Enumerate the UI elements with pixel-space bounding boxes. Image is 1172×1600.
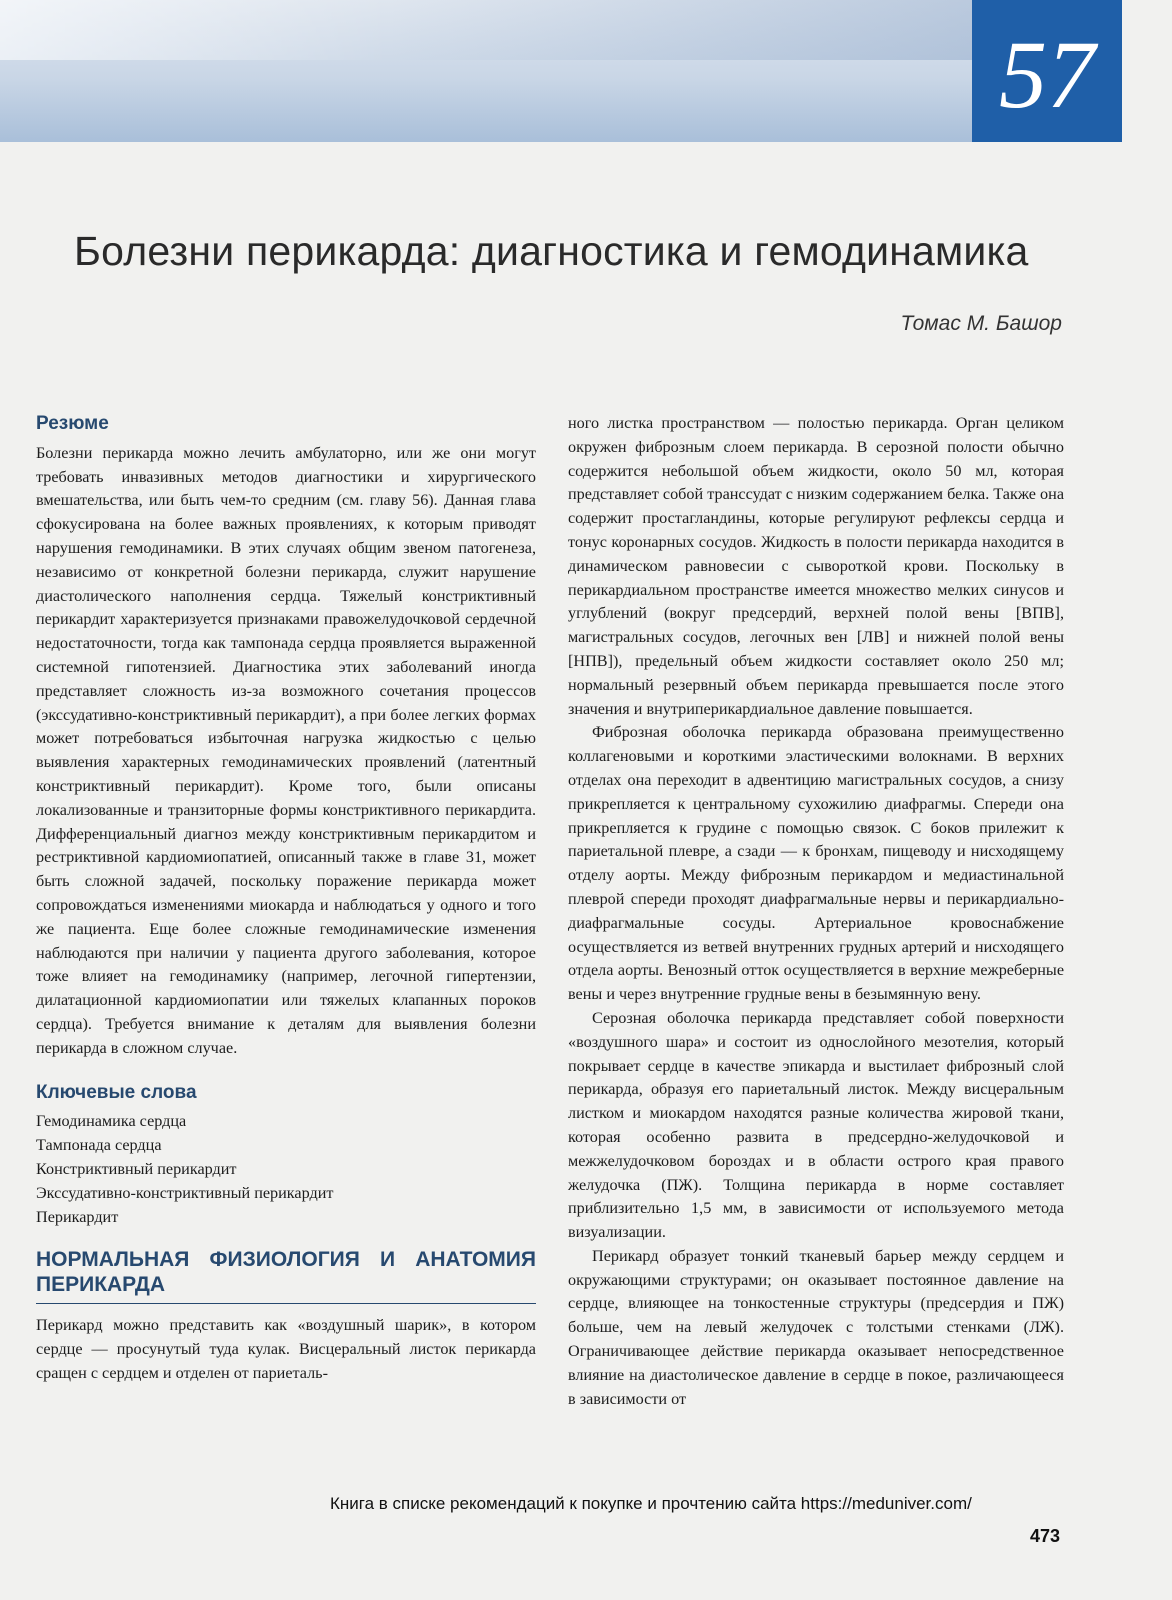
section-heading-physiology: НОРМАЛЬНАЯ ФИЗИОЛОГИЯ И АНАТОМИЯ ПЕРИКАРДА	[36, 1247, 536, 1304]
section-text: Перикард можно представить как «воздушный шарик», в котором сердце — просунутый туда кулак. Висцеральный листок перикарда сращен с сердцем и отделен от париеталь-	[36, 1316, 536, 1382]
keyword-item: Перикардит	[36, 1207, 119, 1226]
right-column	[568, 412, 1064, 1411]
summary-heading: Резюме	[36, 413, 109, 434]
chapter-number: 57	[999, 21, 1095, 128]
keyword-item: Гемодинамика сердца	[36, 1112, 187, 1131]
chapter-header-band	[0, 0, 972, 142]
keywords-heading: Ключевые слова	[36, 1081, 197, 1103]
paragraph: ного листка пространством — полостью перикарда. Орган целиком окружен фиброзным слоем перикарда. В серозной полости обычно содержится небольшой объем жидкости, около 50 мл, которая представляет собой транссудат с низким содержанием белка. Также она содержит простагландины, которые регулируют рефлексы сердца и тонус коронарных сосудов. Жидкость в полости перикарда находится в динамическом равновесии с сывороткой крови. Поскольку в перикардиальном пространстве имеется множество мелких синусов и углублений (вокруг предсердий, верхней полой вены [ВПВ], магистральных сосудов, легочных вен [ЛВ] и нижней полой вены [НПВ]), предельный объем жидкости составляет около 250 мл; нормальный резервный объем перикарда превышается после этого значения и внутриперикардиальное давление повышается.	[568, 414, 1064, 718]
paragraph: Фиброзная оболочка перикарда образована преимущественно коллагеновыми и короткими эластическими волокнами. В верхних отделах она переходит в адвентицию магистральных сосудов, а снизу прикрепляется к центральному сухожилию диафрагмы. Спереди она прикрепляется к грудине с помощью связок. С боков прилежит к париетальной плевре, а сзади — к бронхам, пищеводу и нисходящему отделу аорты. Между фиброзным перикардом и медиастинальной плеврой спереди проходят диафрагмальные нервы и перикардиально-диафрагмальные сосуды. Артериальное кровоснабжение осуществляется из ветвей внутренних грудных артерий и нисходящего отдела аорты. Венозный отток осуществляется в верхние межреберные вены и через внутренние грудные вены в безымянную вену.	[568, 723, 1064, 1004]
keyword-item: Констриктивный перикардит	[36, 1159, 237, 1178]
chapter-number-box	[972, 0, 1122, 142]
page-number: 473	[1029, 1526, 1060, 1546]
author-name: Томас М. Башор	[900, 312, 1062, 335]
chapter-title: Болезни перикарда: диагностика и гемодинамика	[74, 228, 1029, 274]
keyword-list	[36, 1110, 536, 1229]
keyword-item: Экссудативно-констриктивный перикардит	[36, 1183, 334, 1202]
paragraph: Серозная оболочка перикарда представляет собой поверхности «воздушного шара» и состоит из однослойного мезотелия, который покрывает сердце в качестве эпикарда и выстилает фиброзный слой перикарда, образуя его париетальный листок. Между висцеральным листком и миокардом находятся разные количества жировой ткани, которая особенно развита в предсердно-желудочковой и межжелудочковом бороздах и в области острого края правого желудочка (ПЖ). Толщина перикарда в норме составляет приблизительно 1,5 мм, в зависимости от используемого метода визуализации.	[568, 1008, 1064, 1242]
watermark-note: Книга в списке рекомендаций к покупке и прочтению сайта https://meduniver.com/	[330, 1494, 972, 1513]
keyword-item: Тампонада сердца	[36, 1136, 162, 1155]
left-column	[36, 412, 536, 1386]
paragraph: Перикард образует тонкий тканевый барьер между сердцем и окружающими структурами; он оказывает постоянное давление на сердце, влияющее на тонкостенные структуры (предсердия и ПЖ) больше, чем на левый желудочек с толстыми стенками (ЛЖ). Ограничивающее действие перикарда оказывает непосредственное влияние на диастолическое давление в сердце в покое, различающееся в зависимости от	[568, 1246, 1064, 1408]
summary-text: Болезни перикарда можно лечить амбулаторно, или же они могут требовать инвазивных методов диагностики и хирургического вмешательства, или быть чем-то средним (см. главу 56). Данная глава сфокусирована на более важных проявлениях, к которым приводят нарушения гемодинамики. В этих случаях общим звеном патогенеза, независимо от конкретной болезни перикарда, служит нарушение диастолического наполнения сердца. Тяжелый констриктивный перикардит характеризуется признаками правожелудочковой сердечной недостаточности, тогда как тампонада сердца проявляется выраженной системной гипотензией. Диагностика этих заболеваний иногда представляет сложность из-за возможного сочетания процессов (экссудативно-констриктивный перикардит), а при более легких формах может потребоваться избыточная нагрузка жидкостью с целью выявления характерных гемодинамических проявлений (латентный констриктивный перикардит). Кроме того, были описаны локализованные и транзиторные формы констриктивного перикардита. Дифференциальный диагноз между констриктивным перикардитом и рестриктивной кардиомиопатией, описанный также в главе 31, может быть сложной задачей, поскольку поражение перикарда может сопровождаться изменениями миокарда и наблюдаться у одного и того же пациента. Еще более сложные гемодинамические изменения наблюдаются при наличии у пациента другого заболевания, которое тоже влияет на гемодинамику (например, легочной гипертензии, дилатационной кардиомиопатии или тяжелых клапанных пороков сердца). Требуется внимание к деталям для выявления болезни перикарда в сложном случае.	[36, 443, 536, 1057]
